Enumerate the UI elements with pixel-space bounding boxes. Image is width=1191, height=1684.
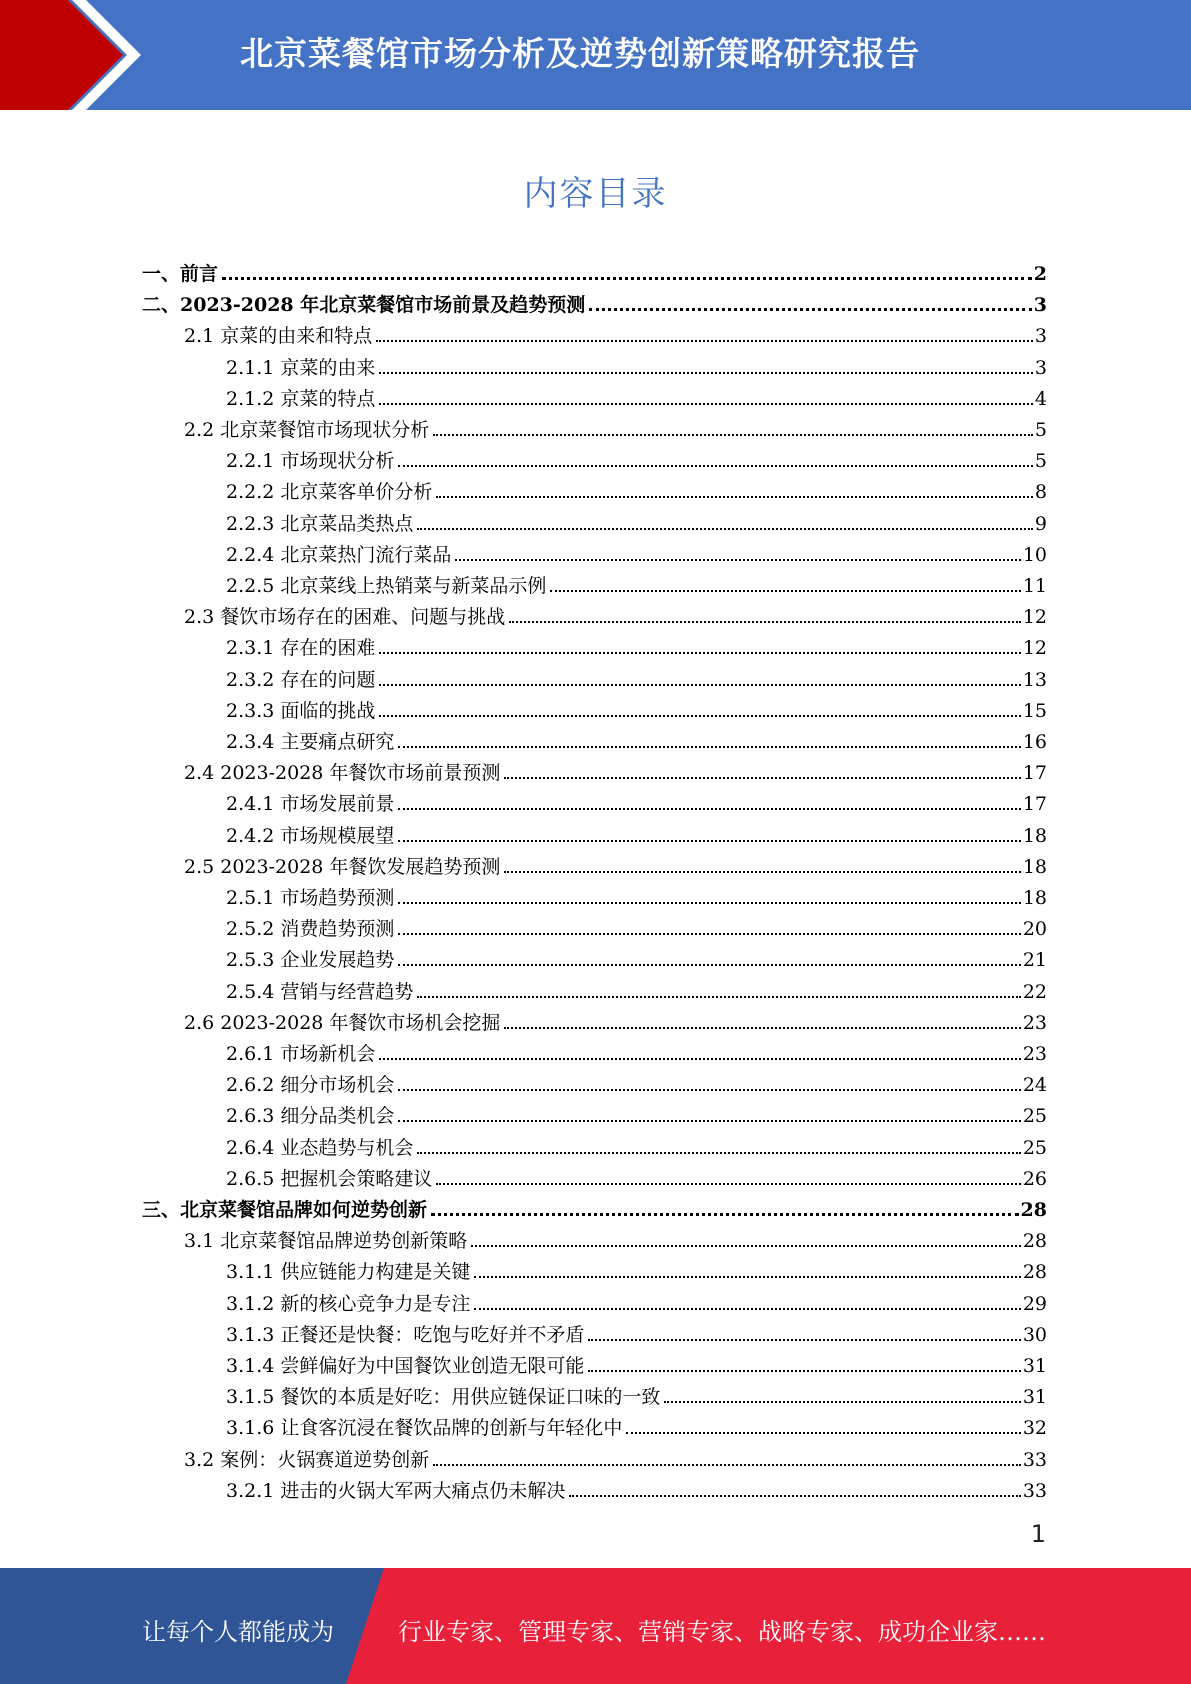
toc-entry-label: 一、前言 [142,263,219,285]
toc-dot-leader [588,1339,1020,1341]
toc-entry-label: 2.1 京菜的由来和特点 [184,325,373,348]
toc-entry-label: 2.2.4 北京菜热门流行菜品 [226,543,452,566]
toc-entry-label: 3.1.2 新的核心竞争力是专注 [226,1292,471,1315]
toc-entry-page: 16 [1022,731,1047,753]
toc-entry-page: 30 [1022,1323,1047,1346]
toc-entry-page: 33 [1022,1448,1047,1471]
toc-entry[interactable] [226,1128,1047,1159]
toc-entry[interactable] [226,1065,1047,1096]
toc-entry-label: 3.1.6 让食客沉浸在餐饮品牌的创新与年轻化中 [226,1417,623,1440]
toc-entry-page: 25 [1022,1136,1047,1159]
page-number: 1 [1030,1520,1046,1548]
toc-dot-leader [222,277,1032,280]
toc-entry-page: 23 [1022,1011,1047,1034]
toc-entry[interactable] [226,1096,1047,1127]
toc-entry-label: 2.1.2 京菜的特点 [226,387,376,410]
toc-entry-page: 24 [1022,1074,1047,1097]
toc-entry[interactable] [226,816,1047,847]
toc-entry-page: 28 [1022,1261,1047,1284]
toc-entry-page: 17 [1022,762,1047,785]
toc-dot-leader [433,434,1033,436]
toc-entry-page: 31 [1022,1386,1047,1409]
toc-entry-label: 二、2023-2028 年北京菜餐馆市场前景及趋势预测 [142,294,586,317]
toc-dot-leader [474,1308,1020,1310]
toc-dot-leader [455,559,1020,561]
toc-entry-label: 2.3.1 存在的困难 [226,637,376,660]
toc-entry[interactable] [226,472,1047,503]
report-title: 北京菜餐馆市场分析及逆势创新策略研究报告 [240,34,920,73]
toc-entry-label: 2.5.4 营销与经营趋势 [226,980,414,1003]
toc-dot-leader [589,308,1032,311]
toc-dot-leader [379,652,1020,654]
toc-entry[interactable] [226,878,1047,909]
toc-entry-label: 2.6.2 细分市场机会 [226,1074,395,1097]
toc-entry-label: 2.2.2 北京菜客单价分析 [226,481,433,504]
toc-entry-label: 2.2.1 市场现状分析 [226,450,395,473]
toc-dot-leader [417,528,1033,530]
toc-entry-page: 22 [1022,980,1047,1003]
toc-entry-page: 13 [1022,668,1047,691]
toc-entry-label: 2.5 2023-2028 年餐饮发展趋势预测 [184,855,501,878]
toc-entry[interactable] [226,784,1047,815]
toc-entry-page: 3 [1033,294,1047,317]
toc-dot-leader [398,808,1020,810]
toc-dot-leader [504,777,1020,779]
toc-entry-page: 3 [1034,356,1047,379]
toc-entry-page: 3 [1034,325,1047,348]
toc-entry[interactable] [226,722,1047,753]
toc-entry-page: 8 [1034,481,1047,504]
toc-dot-leader [509,621,1021,623]
toc-entry-label: 2.2.3 北京菜品类热点 [226,512,414,535]
toc-entry-label: 3.1.1 供应链能力构建是关键 [226,1261,471,1284]
toc-entry[interactable] [226,660,1047,691]
toc-entry[interactable] [142,285,1047,316]
toc-entry-page: 28 [1020,1199,1047,1221]
toc-entry-label: 2.1.1 京菜的由来 [226,356,376,379]
toc-entry-page: 5 [1034,450,1047,473]
toc-entry-page: 23 [1022,1043,1047,1065]
toc-dot-leader [398,933,1020,935]
toc-entry[interactable] [142,1190,1047,1221]
toc-dot-leader [417,1152,1020,1154]
toc-dot-leader [379,1058,1020,1060]
toc-entry-page: 29 [1022,1292,1047,1315]
footer-slogan-left: 让每个人都能成为 [142,1618,334,1646]
toc-entry[interactable] [184,410,1047,441]
toc-entry[interactable] [226,972,1047,1003]
toc-dot-leader [398,1120,1020,1122]
toc-entry-label: 2.5.2 消费趋势预测 [226,918,395,941]
toc-dot-leader [431,1213,1019,1216]
toc-entry-label: 2.6.1 市场新机会 [226,1043,376,1065]
toc-entry[interactable] [184,847,1047,878]
toc-entry[interactable] [226,1252,1047,1283]
toc-entry-page: 9 [1034,512,1047,535]
toc-entry-page: 12 [1022,606,1047,629]
toc-entry-page: 18 [1022,824,1047,847]
toc-entry-page: 20 [1022,918,1047,941]
toc-dot-leader [504,1027,1020,1029]
toc-entry[interactable] [184,316,1047,347]
toc-entry[interactable] [226,1408,1047,1439]
toc-entry[interactable] [226,1377,1047,1408]
toc-title: 内容目录 [523,174,668,214]
toc-dot-leader [436,1183,1020,1185]
toc-entry-label: 3.1.5 餐饮的本质是好吃：用供应链保证口味的一致 [226,1386,661,1409]
toc-entry[interactable] [184,1003,1047,1034]
toc-entry[interactable] [184,1221,1047,1252]
toc-dot-leader [376,340,1033,342]
toc-entry-label: 3.1.4 尝鲜偏好为中国餐饮业创造无限可能 [226,1355,585,1377]
toc-entry-label: 三、北京菜餐馆品牌如何逆势创新 [142,1199,428,1221]
toc-entry-label: 2.3.3 面临的挑战 [226,699,376,722]
toc-entry-label: 2.4.1 市场发展前景 [226,793,395,816]
toc-entry-label: 3.2.1 进击的火锅大军两大痛点仍未解决 [226,1479,566,1502]
toc-entry-page: 32 [1022,1417,1047,1440]
toc-dot-leader [379,684,1020,686]
toc-dot-leader [433,1464,1021,1466]
toc-entry-page: 18 [1022,887,1047,909]
toc-entry-label: 2.6 2023-2028 年餐饮市场机会挖掘 [184,1011,501,1034]
toc-entry-page: 2 [1033,263,1047,285]
toc-dot-leader [379,715,1020,717]
toc-entry-label: 2.4.2 市场规模展望 [226,824,395,847]
toc-entry-label: 2.2.5 北京菜线上热销菜与新菜品示例 [226,575,547,597]
toc-entry[interactable] [226,504,1047,535]
toc-entry-page: 15 [1022,699,1047,722]
toc-entry[interactable] [226,566,1047,597]
toc-entry-label: 2.6.4 业态趋势与机会 [226,1136,414,1159]
toc-entry-label: 2.6.3 细分品类机会 [226,1105,395,1128]
toc-entry-page: 17 [1022,793,1047,816]
toc-entry-label: 2.5.1 市场趋势预测 [226,887,395,909]
toc-entry[interactable] [226,1034,1047,1065]
toc-entry-label: 3.2 案例：火锅赛道逆势创新 [184,1448,430,1471]
toc-entry-page: 28 [1022,1230,1047,1253]
toc-dot-leader [504,871,1020,873]
toc-dot-leader [398,746,1020,748]
toc-entry[interactable] [226,1471,1047,1502]
toc-entry[interactable] [226,1346,1047,1377]
header-chevron-decoration [0,0,160,110]
toc-entry[interactable] [226,441,1047,472]
toc-entry-label: 2.3 餐饮市场存在的困难、问题与挑战 [184,606,506,629]
toc-dot-leader [379,372,1033,374]
toc-entry[interactable] [226,691,1047,722]
toc-entry[interactable] [226,1315,1047,1346]
toc-entry-page: 18 [1022,855,1047,878]
toc-entry[interactable] [184,597,1047,628]
toc-entry-label: 3.1 北京菜餐馆品牌逆势创新策略 [184,1230,468,1253]
toc-entry[interactable] [226,628,1047,659]
toc-dot-leader [417,996,1020,998]
toc-dot-leader [379,403,1033,405]
toc-entry[interactable] [226,909,1047,940]
toc-dot-leader [550,590,1020,592]
toc-entry-page: 5 [1034,419,1047,441]
toc-entry-page: 11 [1022,575,1047,597]
toc-entry[interactable] [184,1440,1047,1471]
toc-entry-label: 2.3.4 主要痛点研究 [226,731,395,753]
footer-slogan-right: 行业专家、管理专家、营销专家、战略专家、成功企业家…… [398,1618,1046,1646]
toc-entry[interactable] [142,254,1047,285]
toc-dot-leader [569,1495,1020,1497]
toc-entry-page: 21 [1022,949,1047,972]
toc-dot-leader [626,1432,1020,1434]
footer-banner [0,1568,1191,1684]
toc-entry-label: 2.6.5 把握机会策略建议 [226,1167,433,1190]
toc-entry-label: 2.5.3 企业发展趋势 [226,949,395,972]
toc-dot-leader [398,465,1033,467]
toc-entry[interactable] [226,940,1047,971]
toc-dot-leader [398,840,1020,842]
toc-entry[interactable] [184,753,1047,784]
toc-entry-page: 12 [1022,637,1047,660]
toc-dot-leader [398,964,1020,966]
toc-entry-page: 33 [1022,1479,1047,1502]
toc-entry-label: 2.3.2 存在的问题 [226,668,376,691]
toc-dot-leader [474,1276,1020,1278]
toc-entry[interactable] [226,1159,1047,1190]
toc-entry-label: 2.4 2023-2028 年餐饮市场前景预测 [184,762,501,785]
toc-entry-page: 26 [1022,1167,1047,1190]
toc-entry[interactable] [226,348,1047,379]
toc-dot-leader [436,496,1033,498]
toc-entry-page: 10 [1022,543,1047,566]
toc-entry[interactable] [226,1284,1047,1315]
toc-dot-leader [398,1089,1020,1091]
toc-entry-label: 3.1.3 正餐还是快餐：吃饱与吃好并不矛盾 [226,1323,585,1346]
toc-entry-page: 31 [1022,1355,1047,1377]
toc-dot-leader [664,1401,1020,1403]
toc-entry[interactable] [226,535,1047,566]
toc-dot-leader [588,1370,1020,1372]
toc-entry-page: 4 [1034,387,1047,410]
header-banner [0,0,1191,110]
toc-dot-leader [398,902,1020,904]
toc-dot-leader [471,1245,1021,1247]
toc-entry[interactable] [226,379,1047,410]
toc-entry-label: 2.2 北京菜餐馆市场现状分析 [184,419,430,441]
toc-entry-page: 25 [1022,1105,1047,1128]
